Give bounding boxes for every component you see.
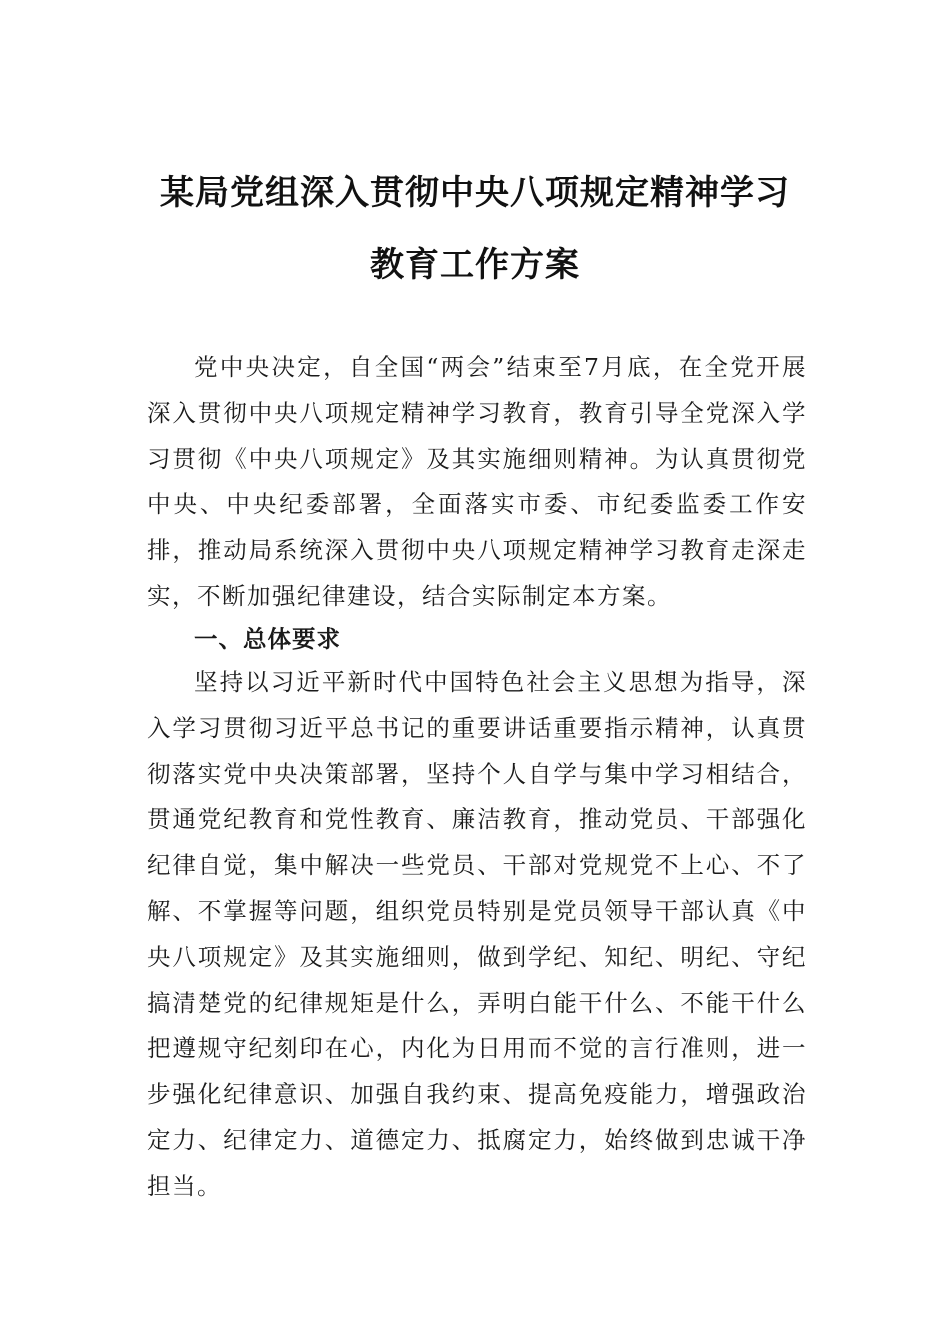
section-paragraph-overall-requirements: 坚持以习近平新时代中国特色社会主义思想为指导，深入学习贯彻习近平总书记的重要讲话重要指示精神，认真贯彻落实党中央决策部署，坚持个人自学与集中学习相结合，贯通党纪教育和党性教育、廉洁教育，推动党员、干部强化纪律自觉，集中解决一些党员、干部对党规党不上心、不了解、不掌握等问题，组织党员特别是党员领导干部认真《中央八项规定》及其实施细则，做到学纪、知纪、明纪、守纪搞清楚党的纪律规矩是什么，弄明白能干什么、不能干什么把遵规守纪刻印在心，内化为日用而不觉的言行准则，进一步强化纪律意识、加强自我约束、提高免疫能力，增强政治定力、纪律定力、道德定力、抵腐定力，始终做到忠诚干净担当。 xyxy=(147,668,807,1200)
document-title-line-2: 教育工作方案 xyxy=(370,245,580,285)
section-heading-overall-requirements: 一、总体要求 xyxy=(194,625,341,653)
intro-paragraph: 党中央决定，自全国“两会”结束至7月底，在全党开展深入贯彻中央八项规定精神学习教育，教育引导全党深入学习贯彻《中央八项规定》及其实施细则精神。为认真贯彻党中央、中央纪委部署，全面落实市委、市纪委监委工作安排，推动局系统深入贯彻中央八项规定精神学习教育走深走实，不断加强纪律建设，结合实际制定本方案。 xyxy=(147,353,807,610)
document-title-line-1: 某局党组深入贯彻中央八项规定精神学习 xyxy=(160,173,790,213)
